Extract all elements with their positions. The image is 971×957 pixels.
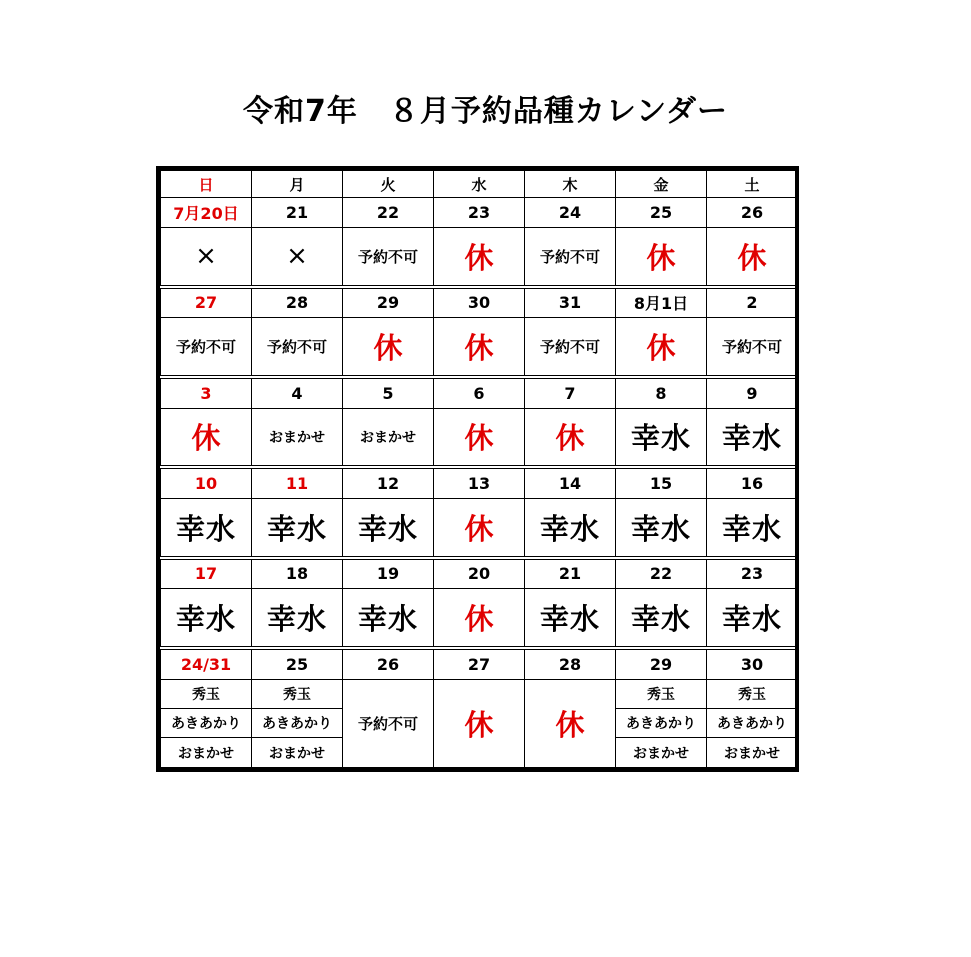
date-cell: 23 bbox=[434, 198, 525, 227]
variety-cell: 予約不可 bbox=[343, 227, 434, 286]
date-cell: 21 bbox=[525, 558, 616, 589]
variety-cell: 休 bbox=[434, 589, 525, 648]
variety-cell: 幸水 bbox=[252, 498, 343, 557]
variety-row bbox=[161, 589, 798, 648]
date-cell: 14 bbox=[525, 467, 616, 498]
date-cell: 23 bbox=[707, 558, 798, 589]
variety-cell: 幸水 bbox=[343, 498, 434, 557]
date-cell: 7月20日 bbox=[161, 198, 252, 227]
date-cell: 11 bbox=[252, 467, 343, 498]
variety-cell: 予約不可 bbox=[525, 227, 616, 286]
date-row bbox=[161, 198, 798, 227]
variety-cell: 幸水 bbox=[525, 589, 616, 648]
date-cell: 22 bbox=[343, 198, 434, 227]
date-cell: 17 bbox=[161, 558, 252, 589]
weekday-tue: 火 bbox=[343, 171, 434, 198]
variety-cell: おまかせ bbox=[252, 738, 343, 768]
weekday-sat: 土 bbox=[707, 171, 798, 198]
variety-cell: 休 bbox=[525, 679, 616, 767]
date-cell: 7 bbox=[525, 377, 616, 408]
date-cell: 8 bbox=[616, 377, 707, 408]
variety-cell: 幸水 bbox=[343, 589, 434, 648]
variety-row bbox=[161, 227, 798, 286]
variety-cell: 休 bbox=[343, 318, 434, 377]
date-cell: 18 bbox=[252, 558, 343, 589]
date-cell: 6 bbox=[434, 377, 525, 408]
date-cell: 27 bbox=[434, 648, 525, 679]
variety-cell: あきあかり bbox=[252, 709, 343, 738]
date-cell: 29 bbox=[343, 287, 434, 318]
variety-cell: 幸水 bbox=[616, 589, 707, 648]
variety-cell: 休 bbox=[616, 227, 707, 286]
variety-cell: 休 bbox=[434, 318, 525, 377]
weekday-thu: 木 bbox=[525, 171, 616, 198]
date-cell: 26 bbox=[343, 648, 434, 679]
date-cell: 29 bbox=[616, 648, 707, 679]
date-cell: 8月1日 bbox=[616, 287, 707, 318]
date-cell: 15 bbox=[616, 467, 707, 498]
variety-cell: 休 bbox=[434, 408, 525, 467]
variety-cell: 幸水 bbox=[707, 498, 798, 557]
variety-cell: あきあかり bbox=[161, 709, 252, 738]
variety-cell: 予約不可 bbox=[525, 318, 616, 377]
variety-cell: × bbox=[252, 227, 343, 286]
variety-row bbox=[161, 408, 798, 467]
date-cell: 31 bbox=[525, 287, 616, 318]
date-cell: 25 bbox=[252, 648, 343, 679]
variety-cell: 秀玉 bbox=[616, 679, 707, 708]
weekday-header-row bbox=[161, 171, 798, 198]
date-cell: 30 bbox=[434, 287, 525, 318]
date-cell: 28 bbox=[525, 648, 616, 679]
variety-cell: 休 bbox=[707, 227, 798, 286]
date-row bbox=[161, 648, 798, 679]
variety-cell: 幸水 bbox=[707, 589, 798, 648]
date-cell: 5 bbox=[343, 377, 434, 408]
date-row bbox=[161, 287, 798, 318]
date-cell: 4 bbox=[252, 377, 343, 408]
weekday-sun: 日 bbox=[161, 171, 252, 198]
variety-cell: おまかせ bbox=[616, 738, 707, 768]
calendar bbox=[156, 166, 799, 772]
variety-row bbox=[161, 318, 798, 377]
weekday-wed: 水 bbox=[434, 171, 525, 198]
weekday-mon: 月 bbox=[252, 171, 343, 198]
variety-cell: 休 bbox=[616, 318, 707, 377]
date-cell: 30 bbox=[707, 648, 798, 679]
date-cell: 16 bbox=[707, 467, 798, 498]
variety-cell: 予約不可 bbox=[252, 318, 343, 377]
variety-cell: 幸水 bbox=[161, 589, 252, 648]
variety-cell: 秀玉 bbox=[161, 679, 252, 708]
variety-cell: おまかせ bbox=[707, 738, 798, 768]
date-row bbox=[161, 377, 798, 408]
date-cell: 2 bbox=[707, 287, 798, 318]
page-title: 令和7年 ８月予約品種カレンダー bbox=[243, 94, 728, 129]
variety-cell: 休 bbox=[434, 679, 525, 767]
date-cell: 13 bbox=[434, 467, 525, 498]
calendar-table bbox=[160, 170, 798, 768]
date-cell: 20 bbox=[434, 558, 525, 589]
variety-cell: 休 bbox=[525, 408, 616, 467]
date-cell: 12 bbox=[343, 467, 434, 498]
variety-cell: おまかせ bbox=[252, 408, 343, 467]
date-cell: 3 bbox=[161, 377, 252, 408]
variety-cell: 幸水 bbox=[616, 408, 707, 467]
date-cell: 9 bbox=[707, 377, 798, 408]
date-cell: 22 bbox=[616, 558, 707, 589]
variety-cell: 幸水 bbox=[616, 498, 707, 557]
variety-cell: あきあかり bbox=[707, 709, 798, 738]
date-cell: 26 bbox=[707, 198, 798, 227]
date-cell: 28 bbox=[252, 287, 343, 318]
variety-cell: 予約不可 bbox=[707, 318, 798, 377]
variety-cell: × bbox=[161, 227, 252, 286]
variety-subrow bbox=[161, 679, 798, 708]
variety-cell: おまかせ bbox=[161, 738, 252, 768]
variety-cell: 幸水 bbox=[525, 498, 616, 557]
date-cell: 24 bbox=[525, 198, 616, 227]
date-cell: 27 bbox=[161, 287, 252, 318]
date-cell: 19 bbox=[343, 558, 434, 589]
date-cell: 24/31 bbox=[161, 648, 252, 679]
variety-cell: あきあかり bbox=[616, 709, 707, 738]
variety-cell: 幸水 bbox=[707, 408, 798, 467]
date-cell: 10 bbox=[161, 467, 252, 498]
variety-cell: おまかせ bbox=[343, 408, 434, 467]
variety-cell: 予約不可 bbox=[161, 318, 252, 377]
date-row bbox=[161, 558, 798, 589]
variety-cell: 休 bbox=[434, 227, 525, 286]
date-row bbox=[161, 467, 798, 498]
variety-cell: 秀玉 bbox=[707, 679, 798, 708]
variety-cell: 休 bbox=[161, 408, 252, 467]
variety-cell: 予約不可 bbox=[343, 679, 434, 767]
weekday-fri: 金 bbox=[616, 171, 707, 198]
variety-cell: 休 bbox=[434, 498, 525, 557]
variety-cell: 幸水 bbox=[161, 498, 252, 557]
date-cell: 25 bbox=[616, 198, 707, 227]
variety-cell: 幸水 bbox=[252, 589, 343, 648]
date-cell: 21 bbox=[252, 198, 343, 227]
variety-cell: 秀玉 bbox=[252, 679, 343, 708]
variety-row bbox=[161, 498, 798, 557]
